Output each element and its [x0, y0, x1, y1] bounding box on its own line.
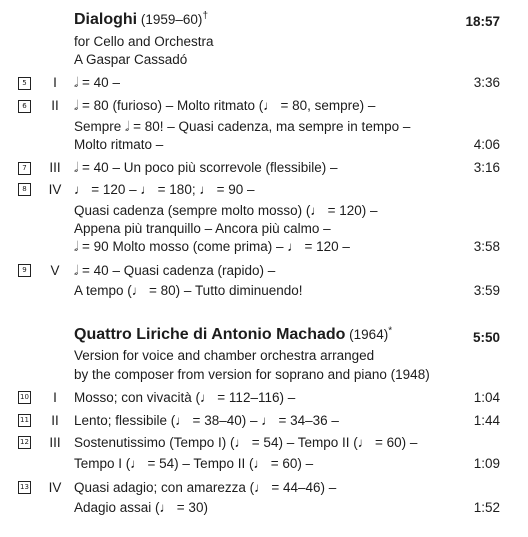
movement-duration: 3:58 — [473, 239, 500, 254]
work-total-duration: 5:50 — [472, 330, 500, 345]
movement-tempo-line: 𝅗𝅥 = 90 Molto mosso (come prima) – ♩ = 120 – — [74, 239, 350, 254]
work-years: (1959–60) — [140, 12, 203, 27]
track-number-badge: 11 — [18, 414, 31, 427]
movement-numeral: IV — [48, 480, 62, 495]
movement-duration: 3:59 — [473, 283, 500, 298]
work-years: (1964) — [349, 327, 389, 342]
movement-tempo-line: Sostenutissimo (Tempo I) (♩ = 54) – Tempo II (♩ = 60) – — [74, 435, 418, 450]
movement-duration: 1:09 — [473, 456, 500, 471]
track-number-badge: 8 — [18, 183, 31, 196]
movement-tempo-line: 𝅗𝅥 = 40 – Quasi cadenza (rapido) – — [74, 263, 276, 278]
movement-tempo-line: Sempre 𝅗𝅥 = 80! – Quasi cadenza, ma sempre in tempo – — [74, 119, 411, 134]
movement-tempo-line: Quasi cadenza (sempre molto mosso) (♩ = 120) – — [74, 203, 378, 218]
work-total-duration: 18:57 — [465, 14, 500, 29]
work-title: Quattro Liriche di Antonio Machado — [74, 326, 346, 343]
track-number-badge: 6 — [18, 100, 31, 113]
work-title: Dialoghi — [74, 11, 138, 28]
movement-numeral: II — [51, 413, 59, 428]
work-heading-quattro-liriche — [74, 326, 392, 344]
work-subtitle: by the composer from version for soprano and piano (1948) — [74, 367, 430, 382]
movement-tempo-line: Tempo I (♩ = 54) – Tempo II (♩ = 60) – — [74, 456, 314, 471]
movement-tempo-line: Appena più tranquillo – Ancora più calmo – — [74, 221, 331, 236]
movement-duration: 1:44 — [473, 413, 500, 428]
movement-numeral: III — [49, 435, 61, 450]
movement-duration: 4:06 — [473, 137, 500, 152]
track-number-badge: 12 — [18, 436, 31, 449]
movement-numeral: IV — [48, 182, 62, 197]
movement-tempo-line: 𝅗𝅥 = 40 – Un poco più scorrevole (flessibile) – — [74, 160, 338, 175]
work-heading-dialoghi — [74, 11, 208, 29]
movement-numeral: V — [50, 263, 60, 278]
work-mark: † — [202, 10, 208, 22]
movement-tempo-line: Quasi adagio; con amarezza (♩ = 44–46) – — [74, 480, 337, 495]
track-number-badge: 9 — [18, 264, 31, 277]
work-mark: * — [388, 325, 393, 337]
movement-tempo-line: Lento; flessibile (♩ = 38–40) – ♩ = 34–36 – — [74, 413, 339, 428]
movement-numeral: III — [49, 160, 61, 175]
movement-numeral: I — [53, 390, 57, 405]
movement-tempo-line: 𝅗𝅥 = 40 – — [74, 75, 120, 90]
work-subtitle: for Cello and Orchestra — [74, 34, 214, 49]
track-number-badge: 5 — [18, 77, 31, 90]
movement-numeral: II — [51, 98, 59, 113]
movement-tempo-line: 𝅗𝅥 = 80 (furioso) – Molto ritmato (♩ = 80, sempre) – — [74, 98, 376, 113]
movement-tempo-line: Molto ritmato – — [74, 137, 164, 152]
movement-tempo-line: Adagio assai (♩ = 30) — [74, 500, 208, 515]
movement-duration: 1:04 — [473, 390, 500, 405]
movement-duration: 1:52 — [473, 500, 500, 515]
work-subtitle: Version for voice and chamber orchestra arranged — [74, 348, 375, 363]
track-number-badge: 7 — [18, 162, 31, 175]
work-dedication: A Gaspar Cassadó — [74, 52, 188, 67]
movement-numeral: I — [53, 75, 57, 90]
movement-tempo-line: Mosso; con vivacità (♩ = 112–116) – — [74, 390, 296, 405]
track-number-badge: 10 — [18, 391, 31, 404]
movement-duration: 3:36 — [473, 75, 500, 90]
track-number-badge: 13 — [18, 481, 31, 494]
movement-tempo-line: A tempo (♩ = 80) – Tutto diminuendo! — [74, 283, 303, 298]
movement-duration: 3:16 — [473, 160, 500, 175]
movement-tempo-line: ♩ = 120 – ♩ = 180; ♩ = 90 – — [74, 182, 255, 197]
